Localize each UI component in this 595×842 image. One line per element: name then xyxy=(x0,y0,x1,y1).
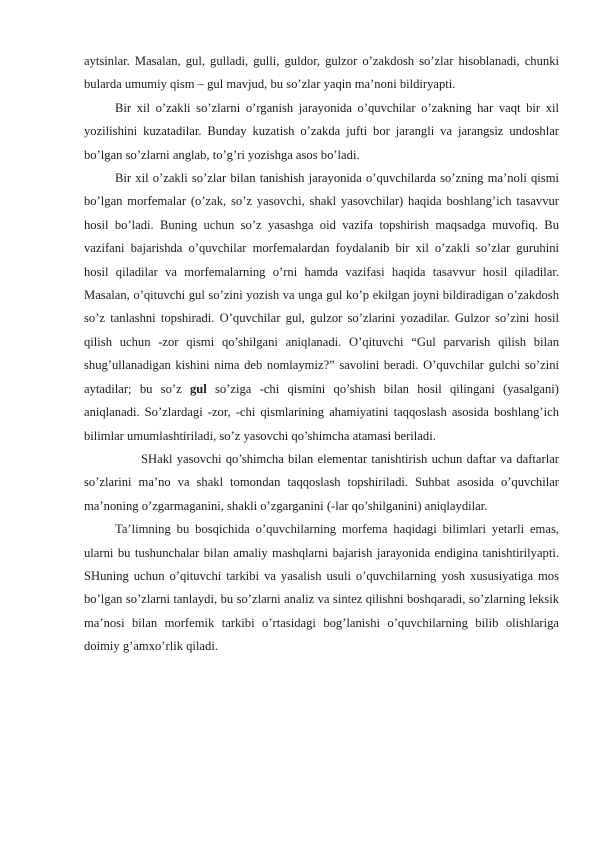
paragraph-5: Ta’limning bu bosqichida o’quvchilarning morfema haqidagi bilimlari yetarli emas, ularni bu tushunchalar bilan amaliy mashqlarni bajarish jarayonida endigina tanishtirilyapti. SHuning uchun o’qituvchi tarkibi va yasalish usuli o’quvchilarning yosh xususiyatiga mos bo’lgan so’zlarni tanlaydi, bu so’zlarni analiz va sintez qilishni boshqaradi, so’zlarning leksik ma’nosi bilan morfemik tarkibi o’rtasidagi bog’lanishi o’quvchilarning bilib olishlariga doimiy g’amxo’rlik qiladi. xyxy=(84,522,559,654)
body-text xyxy=(84,50,559,659)
paragraph-2: Bir xil o’zakli so’zlarni o’rganish jarayonida o’quvchilar o’zakning har vaqt bir xil yozilishini kuzatadilar. Bunday kuzatish o’zakda jufti bor jarangli va jarangsiz undoshlar bo’lgan so’zlarni anglab, to’g’ri yozishga asos bo’ladi. xyxy=(84,100,559,162)
paragraph-1: aytsinlar. Masalan, gul, gulladi, gulli, guldor, gulzor o’zakdosh so’zlar hisoblanadi, chunki bularda umumiy qism – gul mavjud, bu so’zlar yaqin ma’noni bildiryapti. xyxy=(84,54,559,92)
bold-word-gul: gul xyxy=(189,381,207,396)
paragraph-3-part-a: Bir xil o’zakli so’zlar bilan tanishish jarayonida o’quvchilarda so’zning ma’noli qismi bo’lgan morfemalar (o’zak, so’z yasovchi, shakl yasovchilar) haqida boshlang’ich tasavvur hosil bo’ladi. Buning uchun so’z yasashga oid vazifa topshirish maqsadga muvofiq. Bu vazifani bajarishda o’quvchilar morfemalardan foydalanib bir xil o’zakli so’zlar guruhini hosil qiladilar va morfemalarning o’rni hamda vazifasi haqida tasavvur hosil qiladilar. Masalan, o’qituvchi gul so’zini yozish va unga gul ko’p ekilgan joyni bildiradigan o’zakdosh so’z tanlashni topshiradi. O’quvchilar gul, gulzor so’zlarini yozadilar. Gulzor so’zini hosil qilish uchun -zor qismi qo’shilgani aniqlanadi. O’qituvchi “Gul parvarish qilish bilan shug’ullanadigan kishini nima deb nomlaymiz?” savolini beradi. O’quvchilar gulchi so’zini aytadilar; bu so’z xyxy=(84,171,559,396)
paragraph-3 xyxy=(84,167,559,448)
paragraph-4: SHakl yasovchi qo’shimcha bilan elementar tanishtirish uchun daftar va daftarlar so’zlarini ma’no va shakl tomondan taqqoslash topshiriladi. Suhbat asosida o’quvchilar ma’noning o’zgarmaganini, shakli o’zgarganini (-lar qo’shilganini) aniqlaydilar. xyxy=(84,451,559,513)
paragraph-3-part-b: so’ziga -chi qismini qo’shish bilan hosil qilingani (yasalgani) aniqlanadi. So’zlardagi -zor, -chi qismlarining ahamiyatini taqqoslash asosida boshlang’ich bilimlar umumlashtiriladi, so’z yasovchi qo’shimcha atamasi beriladi. xyxy=(84,381,559,443)
